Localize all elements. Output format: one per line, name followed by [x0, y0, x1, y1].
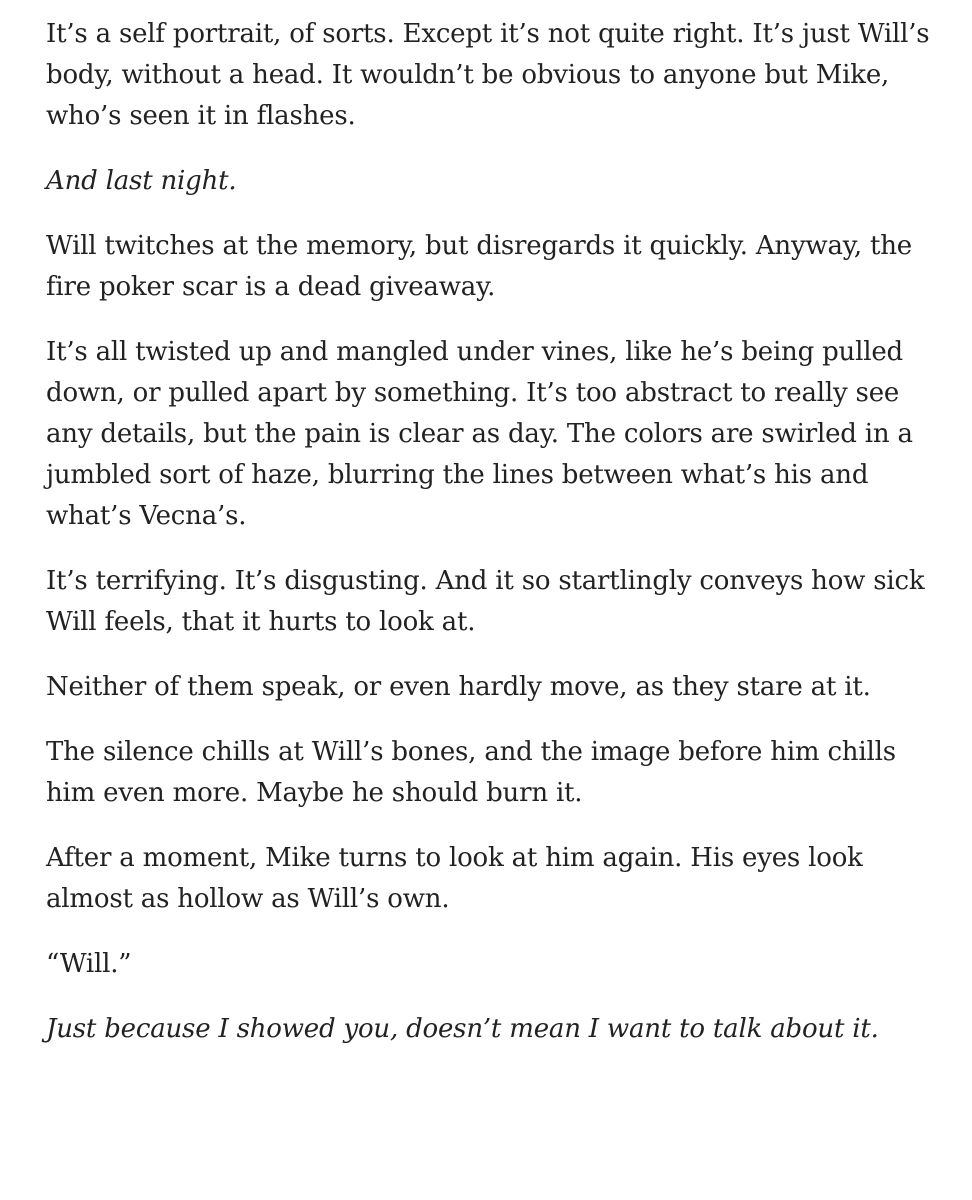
paragraph-will-twitches: Will twitches at the memory, but disregards it quickly. Anyway, the fire poker scar is a dead giveaway. — [46, 231, 912, 302]
paragraph-just-because: Just because I showed you, doesn’t mean I want to talk about it. — [46, 1014, 879, 1044]
paragraph-twisted-vines: It’s all twisted up and mangled under vines, like he’s being pulled down, or pulled apart by something. It’s too abstract to really see any details, but the pain is clear as day. The colors are swirled in a jumbled sort of haze, blurring the lines between what’s his and what’s Vecna’s. — [46, 337, 913, 531]
story-text — [46, 14, 946, 1074]
paragraph-silence-chills: The silence chills at Will’s bones, and the image before him chills him even more. Maybe he should burn it. — [46, 737, 896, 808]
paragraph-neither-speak: Neither of them speak, or even hardly move, as they stare at it. — [46, 672, 871, 702]
paragraph-dialogue-will: “Will.” — [46, 949, 132, 979]
paragraph-mike-turns: After a moment, Mike turns to look at him again. His eyes look almost as hollow as Will’s own. — [46, 843, 863, 914]
paragraph-terrifying: It’s terrifying. It’s disgusting. And it so startlingly conveys how sick Will feels, that it hurts to look at. — [46, 566, 925, 637]
paragraph-last-night: And last night. — [46, 166, 237, 196]
paragraph-self-portrait: It’s a self portrait, of sorts. Except it’s not quite right. It’s just Will’s body, without a head. It wouldn’t be obvious to anyone but Mike, who’s seen it in flashes. — [46, 19, 930, 131]
